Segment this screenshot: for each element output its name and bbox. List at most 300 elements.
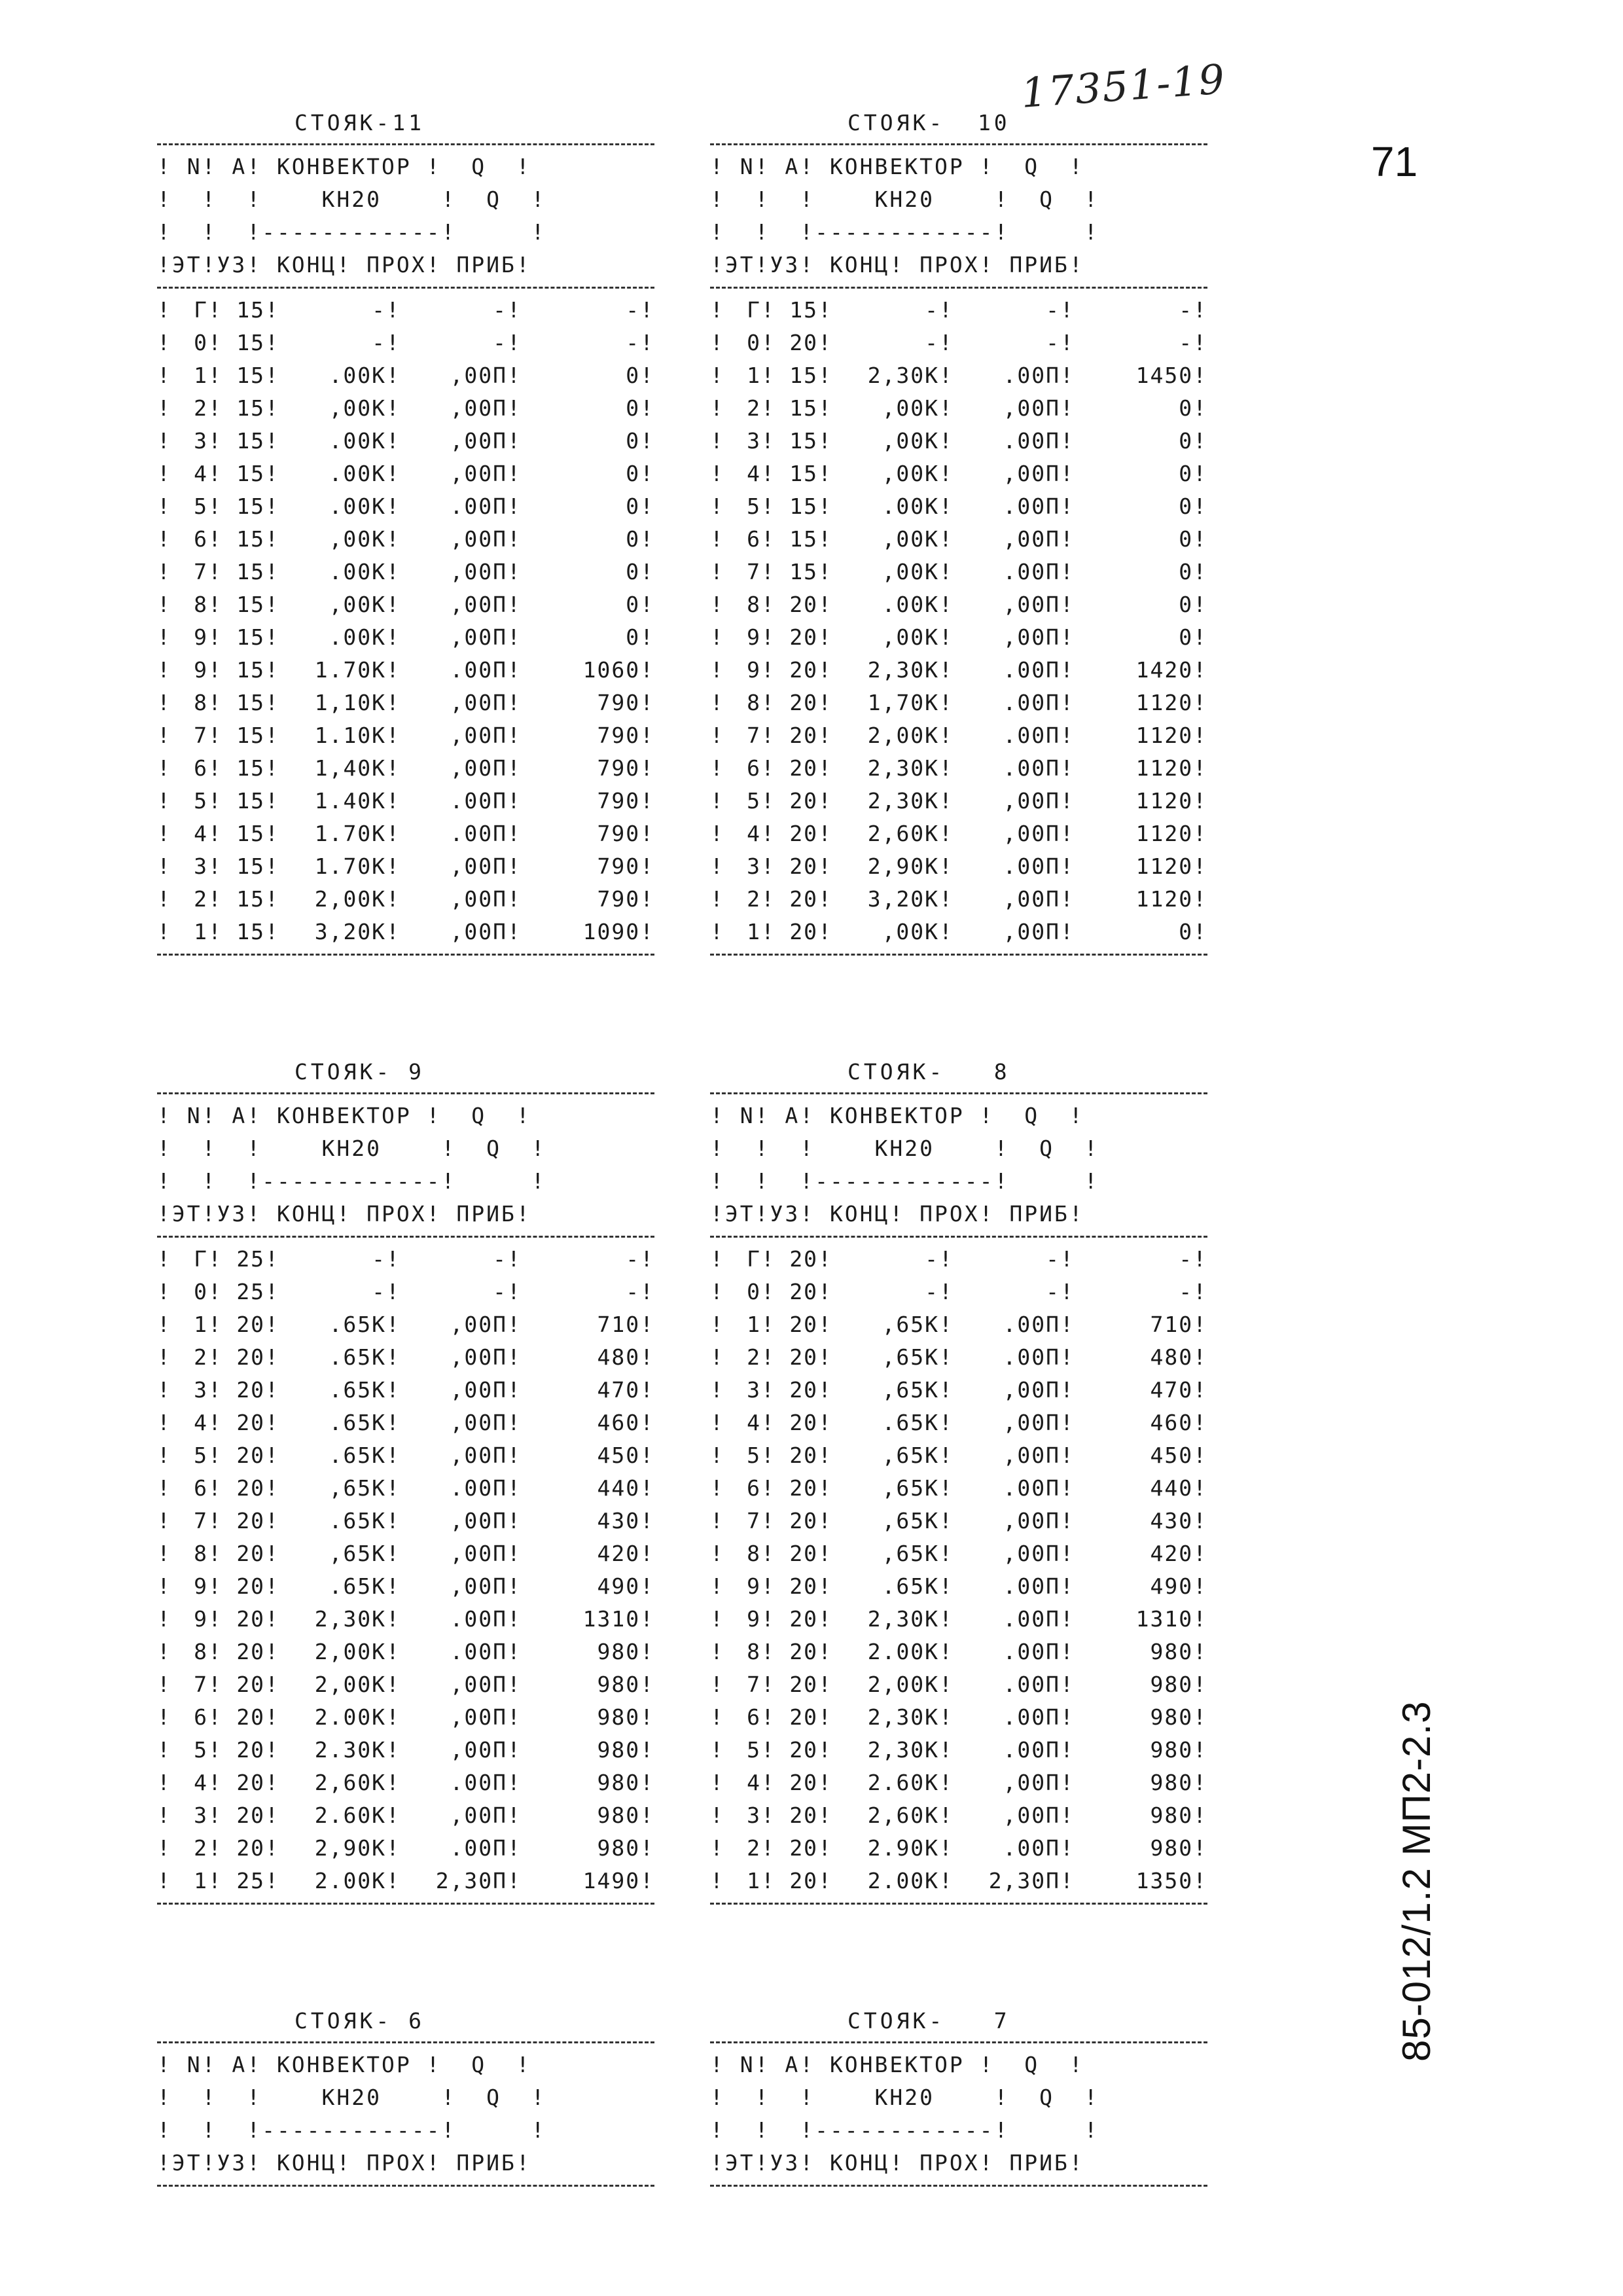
table-header-line: ! N! A! КОНВЕКТОР ! Q ! — [710, 1103, 1084, 1128]
table-row — [710, 490, 1207, 523]
cell-separator: ! — [1060, 1639, 1075, 1664]
row-border: ! — [157, 297, 171, 323]
table-row — [710, 588, 1207, 621]
floor-cell: 2 — [747, 886, 761, 912]
pass-convector-cell: - — [493, 297, 508, 323]
cell-separator: ! — [386, 1475, 401, 1501]
node-cell: 20 — [236, 1737, 266, 1763]
table-row — [157, 1407, 654, 1439]
cell-separator: ! — [640, 461, 655, 486]
cell-separator: ! — [939, 1835, 954, 1861]
floor-cell: 5 — [747, 1737, 761, 1763]
table-row — [710, 785, 1207, 817]
cell-separator: ! — [640, 363, 655, 388]
device-heat-cell: 980 — [597, 1639, 641, 1664]
table-row — [710, 1636, 1207, 1668]
cell-separator: ! — [1060, 1835, 1075, 1861]
table-row — [157, 1570, 654, 1603]
device-heat-cell: 440 — [597, 1475, 641, 1501]
cell-separator: ! — [386, 330, 401, 355]
pass-convector-cell: .00П — [1003, 657, 1061, 683]
cell-separator: ! — [818, 592, 832, 617]
pass-convector-cell: - — [493, 330, 508, 355]
node-cell: 20 — [789, 1835, 819, 1861]
cell-separator: ! — [207, 1803, 223, 1828]
end-convector-cell: 1.70К — [314, 821, 387, 846]
end-convector-cell: 2.00К — [314, 1704, 387, 1730]
cell-separator: ! — [265, 690, 279, 715]
node-cell: 15 — [236, 592, 266, 617]
cell-separator: ! — [640, 1573, 655, 1599]
cell-separator: ! — [265, 788, 279, 814]
floor-cell: 4 — [194, 821, 208, 846]
cell-separator: ! — [265, 624, 279, 650]
device-heat-cell: - — [626, 1246, 641, 1272]
cell-separator: ! — [818, 1770, 832, 1795]
node-cell: 15 — [236, 624, 266, 650]
floor-cell: 3 — [194, 1803, 208, 1828]
cell-separator: ! — [1193, 1803, 1208, 1828]
floor-cell: 9 — [194, 1573, 208, 1599]
floor-cell: 3 — [194, 853, 208, 879]
cell-separator: ! — [386, 624, 401, 650]
cell-separator: ! — [1193, 1835, 1208, 1861]
cell-separator: ! — [760, 853, 776, 879]
cell-separator: ! — [507, 1475, 522, 1501]
device-heat-cell: 1120 — [1135, 821, 1194, 846]
device-heat-cell: 710 — [1150, 1312, 1194, 1337]
pass-convector-cell: ,00П — [450, 1410, 508, 1435]
cell-separator: ! — [1060, 821, 1075, 846]
cell-separator: ! — [507, 1573, 522, 1599]
node-cell: 15 — [236, 526, 266, 552]
cell-separator: ! — [1060, 886, 1075, 912]
pass-convector-cell: .00П — [1003, 1475, 1061, 1501]
end-convector-cell: .00К — [882, 592, 940, 617]
cell-separator: ! — [207, 657, 223, 683]
floor-cell: 8 — [747, 1541, 761, 1566]
node-cell: 20 — [789, 1737, 819, 1763]
floor-cell: 9 — [194, 1606, 208, 1632]
end-convector-cell: 2,30К — [867, 1606, 940, 1632]
pass-convector-cell: ,00П — [450, 853, 508, 879]
node-cell: 20 — [789, 1312, 819, 1337]
cell-separator: ! — [386, 1606, 401, 1632]
end-convector-cell: .00К — [329, 559, 387, 584]
row-border: ! — [710, 886, 724, 912]
node-cell: 20 — [789, 1672, 819, 1697]
cell-separator: ! — [818, 559, 832, 584]
device-heat-cell: 470 — [597, 1377, 641, 1403]
floor-cell: 7 — [747, 1672, 761, 1697]
cell-separator: ! — [760, 363, 776, 388]
pass-convector-cell: .00П — [1003, 723, 1061, 748]
device-heat-cell: 0 — [1179, 428, 1194, 454]
device-heat-cell: - — [1179, 1246, 1194, 1272]
cell-separator: ! — [507, 1279, 522, 1304]
row-border: ! — [710, 1246, 724, 1272]
cell-separator: ! — [640, 1344, 655, 1370]
row-border: ! — [710, 1312, 724, 1337]
end-convector-cell: 2,60К — [867, 1803, 940, 1828]
pass-convector-cell: ,00П — [450, 919, 508, 944]
table-row — [157, 654, 654, 687]
row-border: ! — [710, 1475, 724, 1501]
cell-separator: ! — [818, 1606, 832, 1632]
pass-convector-cell: .00П — [450, 1639, 508, 1664]
cell-separator: ! — [386, 1541, 401, 1566]
node-cell: 20 — [236, 1508, 266, 1534]
pass-convector-cell: .00П — [1003, 493, 1061, 519]
cell-separator: ! — [640, 395, 655, 421]
pass-convector-cell: .00П — [1003, 363, 1061, 388]
device-heat-cell: 980 — [1150, 1803, 1194, 1828]
cell-separator: ! — [207, 461, 223, 486]
floor-cell: Г — [194, 297, 208, 323]
cell-separator: ! — [507, 428, 522, 454]
cell-separator: ! — [1193, 1639, 1208, 1664]
node-cell: 20 — [789, 1770, 819, 1795]
node-cell: 20 — [789, 1573, 819, 1599]
table-row — [710, 457, 1207, 490]
pass-convector-cell: ,00П — [1003, 526, 1061, 552]
pass-convector-cell: ,00П — [450, 395, 508, 421]
floor-cell: 4 — [747, 1410, 761, 1435]
pass-convector-cell: ,00П — [450, 690, 508, 715]
cell-separator: ! — [939, 330, 954, 355]
node-cell: 20 — [789, 690, 819, 715]
cell-separator: ! — [1193, 1573, 1208, 1599]
floor-cell: 3 — [194, 428, 208, 454]
end-convector-cell: ,00К — [882, 461, 940, 486]
cell-separator: ! — [386, 297, 401, 323]
row-border: ! — [710, 1279, 724, 1304]
end-convector-cell: 2.60К — [314, 1803, 387, 1828]
row-border: ! — [710, 1704, 724, 1730]
row-border: ! — [710, 395, 724, 421]
pass-convector-cell: .00П — [1003, 690, 1061, 715]
table-row — [157, 1276, 654, 1308]
cell-separator: ! — [939, 559, 954, 584]
cell-separator: ! — [507, 723, 522, 748]
node-cell: 20 — [236, 1573, 266, 1599]
device-heat-cell: 430 — [1150, 1508, 1194, 1534]
cell-separator: ! — [939, 1443, 954, 1468]
device-heat-cell: - — [1179, 330, 1194, 355]
row-border: ! — [157, 788, 171, 814]
cell-separator: ! — [1060, 1312, 1075, 1337]
cell-separator: ! — [507, 1835, 522, 1861]
floor-cell: 4 — [194, 1770, 208, 1795]
node-cell: 15 — [236, 690, 266, 715]
cell-separator: ! — [265, 1377, 279, 1403]
device-heat-cell: 0 — [1179, 493, 1194, 519]
cell-separator: ! — [207, 1541, 223, 1566]
table-row — [157, 850, 654, 883]
device-heat-cell: 980 — [597, 1835, 641, 1861]
cell-separator: ! — [386, 461, 401, 486]
table-header-line: ! N! A! КОНВЕКТОР ! Q ! — [710, 154, 1084, 179]
floor-cell: 1 — [747, 363, 761, 388]
row-border: ! — [710, 723, 724, 748]
end-convector-cell: 2,90К — [867, 853, 940, 879]
end-convector-cell: 2,30К — [867, 755, 940, 781]
cell-separator: ! — [939, 690, 954, 715]
cell-separator: ! — [818, 755, 832, 781]
cell-separator: ! — [640, 690, 655, 715]
node-cell: 20 — [789, 853, 819, 879]
device-heat-cell: - — [626, 297, 641, 323]
table-row — [710, 523, 1207, 556]
row-border: ! — [157, 1704, 171, 1730]
cell-separator: ! — [818, 821, 832, 846]
cell-separator: ! — [207, 919, 223, 944]
table-row — [157, 392, 654, 425]
table-row — [710, 1603, 1207, 1636]
device-heat-cell: - — [1179, 1279, 1194, 1304]
cell-separator: ! — [207, 624, 223, 650]
cell-separator: ! — [1060, 1606, 1075, 1632]
table-row — [157, 327, 654, 359]
floor-cell: 9 — [747, 1606, 761, 1632]
end-convector-cell: .00К — [329, 363, 387, 388]
table-header-line: ! ! !------------! ! — [157, 2117, 546, 2143]
pass-convector-cell: .00П — [1003, 1704, 1061, 1730]
cell-separator: ! — [507, 1344, 522, 1370]
node-cell: 20 — [789, 624, 819, 650]
cell-separator: ! — [640, 428, 655, 454]
cell-separator: ! — [386, 1410, 401, 1435]
node-cell: 15 — [236, 395, 266, 421]
cell-separator: ! — [818, 624, 832, 650]
cell-separator: ! — [265, 1770, 279, 1795]
row-border: ! — [157, 1541, 171, 1566]
cell-separator: ! — [265, 526, 279, 552]
table-row — [710, 687, 1207, 719]
floor-cell: 1 — [194, 363, 208, 388]
cell-separator: ! — [207, 1606, 223, 1632]
floor-cell: 9 — [194, 624, 208, 650]
floor-cell: 7 — [194, 559, 208, 584]
pass-convector-cell: ,00П — [450, 461, 508, 486]
device-heat-cell: 1120 — [1135, 723, 1194, 748]
pass-convector-cell: ,00П — [450, 624, 508, 650]
end-convector-cell: ,00К — [882, 428, 940, 454]
floor-cell: 3 — [747, 1377, 761, 1403]
table-row — [710, 817, 1207, 850]
cell-separator: ! — [1060, 1770, 1075, 1795]
cell-separator: ! — [207, 330, 223, 355]
row-border: ! — [157, 919, 171, 944]
cell-separator: ! — [386, 1443, 401, 1468]
row-border: ! — [157, 886, 171, 912]
node-cell: 20 — [236, 1606, 266, 1632]
cell-separator: ! — [265, 1835, 279, 1861]
cell-separator: ! — [265, 821, 279, 846]
end-convector-cell: .00К — [329, 493, 387, 519]
cell-separator: ! — [207, 1246, 223, 1272]
riser-table-11 — [157, 108, 654, 961]
end-convector-cell: - — [925, 297, 940, 323]
pass-convector-cell: ,00П — [450, 1704, 508, 1730]
pass-convector-cell: ,00П — [1003, 821, 1061, 846]
node-cell: 15 — [789, 461, 819, 486]
device-heat-cell: 490 — [597, 1573, 641, 1599]
floor-cell: 7 — [747, 1508, 761, 1534]
row-border: ! — [710, 428, 724, 454]
pass-convector-cell: .00П — [450, 1475, 508, 1501]
floor-cell: 5 — [747, 493, 761, 519]
cell-separator: ! — [939, 723, 954, 748]
cell-separator: ! — [760, 428, 776, 454]
table-row — [710, 1767, 1207, 1799]
cell-separator: ! — [818, 1541, 832, 1566]
device-heat-cell: 430 — [597, 1508, 641, 1534]
cell-separator: ! — [939, 395, 954, 421]
device-heat-cell: 1120 — [1135, 690, 1194, 715]
pass-convector-cell: ,00П — [450, 559, 508, 584]
floor-cell: 0 — [747, 330, 761, 355]
cell-separator: ! — [1193, 1704, 1208, 1730]
node-cell: 15 — [236, 559, 266, 584]
cell-separator: ! — [1060, 1672, 1075, 1697]
device-heat-cell: 980 — [597, 1737, 641, 1763]
table-row — [710, 883, 1207, 916]
pass-convector-cell: ,00П — [450, 1737, 508, 1763]
cell-separator: ! — [1193, 493, 1208, 519]
end-convector-cell: ,00К — [882, 624, 940, 650]
cell-separator: ! — [760, 723, 776, 748]
table-row — [710, 327, 1207, 359]
cell-separator: ! — [760, 755, 776, 781]
pass-convector-cell: ,00П — [1003, 1541, 1061, 1566]
cell-separator: ! — [640, 1704, 655, 1730]
cell-separator: ! — [939, 297, 954, 323]
node-cell: 20 — [236, 1377, 266, 1403]
table-row — [710, 1243, 1207, 1276]
floor-cell: 0 — [194, 330, 208, 355]
end-convector-cell: 1.70К — [314, 657, 387, 683]
table-header-line: ! ! !------------! ! — [157, 219, 546, 245]
pass-convector-cell: ,00П — [1003, 461, 1061, 486]
end-convector-cell: 2,30К — [867, 788, 940, 814]
device-heat-cell: 0 — [626, 624, 641, 650]
row-border: ! — [710, 1606, 724, 1632]
cell-separator: ! — [265, 395, 279, 421]
cell-separator: ! — [640, 821, 655, 846]
cell-separator: ! — [386, 1508, 401, 1534]
table-header-line: ! N! A! КОНВЕКТОР ! Q ! — [157, 2052, 531, 2077]
table-row — [710, 1832, 1207, 1865]
table-row — [157, 1472, 654, 1505]
cell-separator: ! — [507, 919, 522, 944]
riser-title: СТОЯК-11 — [294, 110, 425, 135]
floor-cell: 6 — [194, 755, 208, 781]
end-convector-cell: 2,60К — [867, 821, 940, 846]
floor-cell: 4 — [194, 461, 208, 486]
row-border: ! — [157, 624, 171, 650]
cell-separator: ! — [507, 1672, 522, 1697]
cell-separator: ! — [640, 788, 655, 814]
node-cell: 20 — [789, 1803, 819, 1828]
cell-separator: ! — [760, 1279, 776, 1304]
table-row — [157, 719, 654, 752]
dashed-rule — [710, 2185, 1207, 2187]
cell-separator: ! — [640, 1508, 655, 1534]
floor-cell: 3 — [747, 853, 761, 879]
table-header-line: ! N! A! КОНВЕКТОР ! Q ! — [710, 2052, 1084, 2077]
row-border: ! — [710, 493, 724, 519]
floor-cell: 2 — [747, 395, 761, 421]
node-cell: 20 — [789, 755, 819, 781]
cell-separator: ! — [507, 559, 522, 584]
end-convector-cell: 2.90К — [867, 1835, 940, 1861]
node-cell: 20 — [789, 1606, 819, 1632]
node-cell: 15 — [236, 788, 266, 814]
pass-convector-cell: .00П — [450, 657, 508, 683]
floor-cell: 2 — [194, 395, 208, 421]
table-row — [157, 523, 654, 556]
cell-separator: ! — [1193, 1737, 1208, 1763]
row-border: ! — [710, 1672, 724, 1697]
cell-separator: ! — [1060, 657, 1075, 683]
end-convector-cell: ,65К — [329, 1475, 387, 1501]
table-row — [157, 1243, 654, 1276]
cell-separator: ! — [507, 592, 522, 617]
pass-convector-cell: .00П — [450, 493, 508, 519]
cell-separator: ! — [640, 592, 655, 617]
cell-separator: ! — [939, 788, 954, 814]
node-cell: 20 — [789, 821, 819, 846]
table-row — [157, 1439, 654, 1472]
node-cell: 15 — [236, 755, 266, 781]
cell-separator: ! — [386, 526, 401, 552]
cell-separator: ! — [939, 493, 954, 519]
cell-separator: ! — [386, 919, 401, 944]
cell-separator: ! — [265, 723, 279, 748]
node-cell: 20 — [236, 1475, 266, 1501]
table-row — [710, 556, 1207, 588]
floor-cell: 9 — [747, 1573, 761, 1599]
table-row — [710, 1439, 1207, 1472]
device-heat-cell: 1450 — [1135, 363, 1194, 388]
pass-convector-cell: ,00П — [450, 363, 508, 388]
row-border: ! — [157, 526, 171, 552]
end-convector-cell: .00К — [329, 624, 387, 650]
cell-separator: ! — [1060, 330, 1075, 355]
pass-convector-cell: .00П — [450, 1606, 508, 1632]
table-row — [710, 1537, 1207, 1570]
cell-separator: ! — [1193, 821, 1208, 846]
cell-separator: ! — [386, 363, 401, 388]
cell-separator: ! — [1193, 1508, 1208, 1534]
cell-separator: ! — [818, 526, 832, 552]
pass-convector-cell: ,00П — [1003, 624, 1061, 650]
cell-separator: ! — [1060, 1279, 1075, 1304]
end-convector-cell: - — [372, 1246, 387, 1272]
row-border: ! — [710, 1541, 724, 1566]
row-border: ! — [710, 1344, 724, 1370]
node-cell: 15 — [789, 363, 819, 388]
dashed-rule — [157, 2185, 654, 2187]
node-cell: 20 — [236, 1410, 266, 1435]
device-heat-cell: - — [1179, 297, 1194, 323]
cell-separator: ! — [265, 1672, 279, 1697]
cell-separator: ! — [640, 1803, 655, 1828]
cell-separator: ! — [1193, 1770, 1208, 1795]
floor-cell: 8 — [747, 690, 761, 715]
floor-cell: 1 — [747, 1312, 761, 1337]
